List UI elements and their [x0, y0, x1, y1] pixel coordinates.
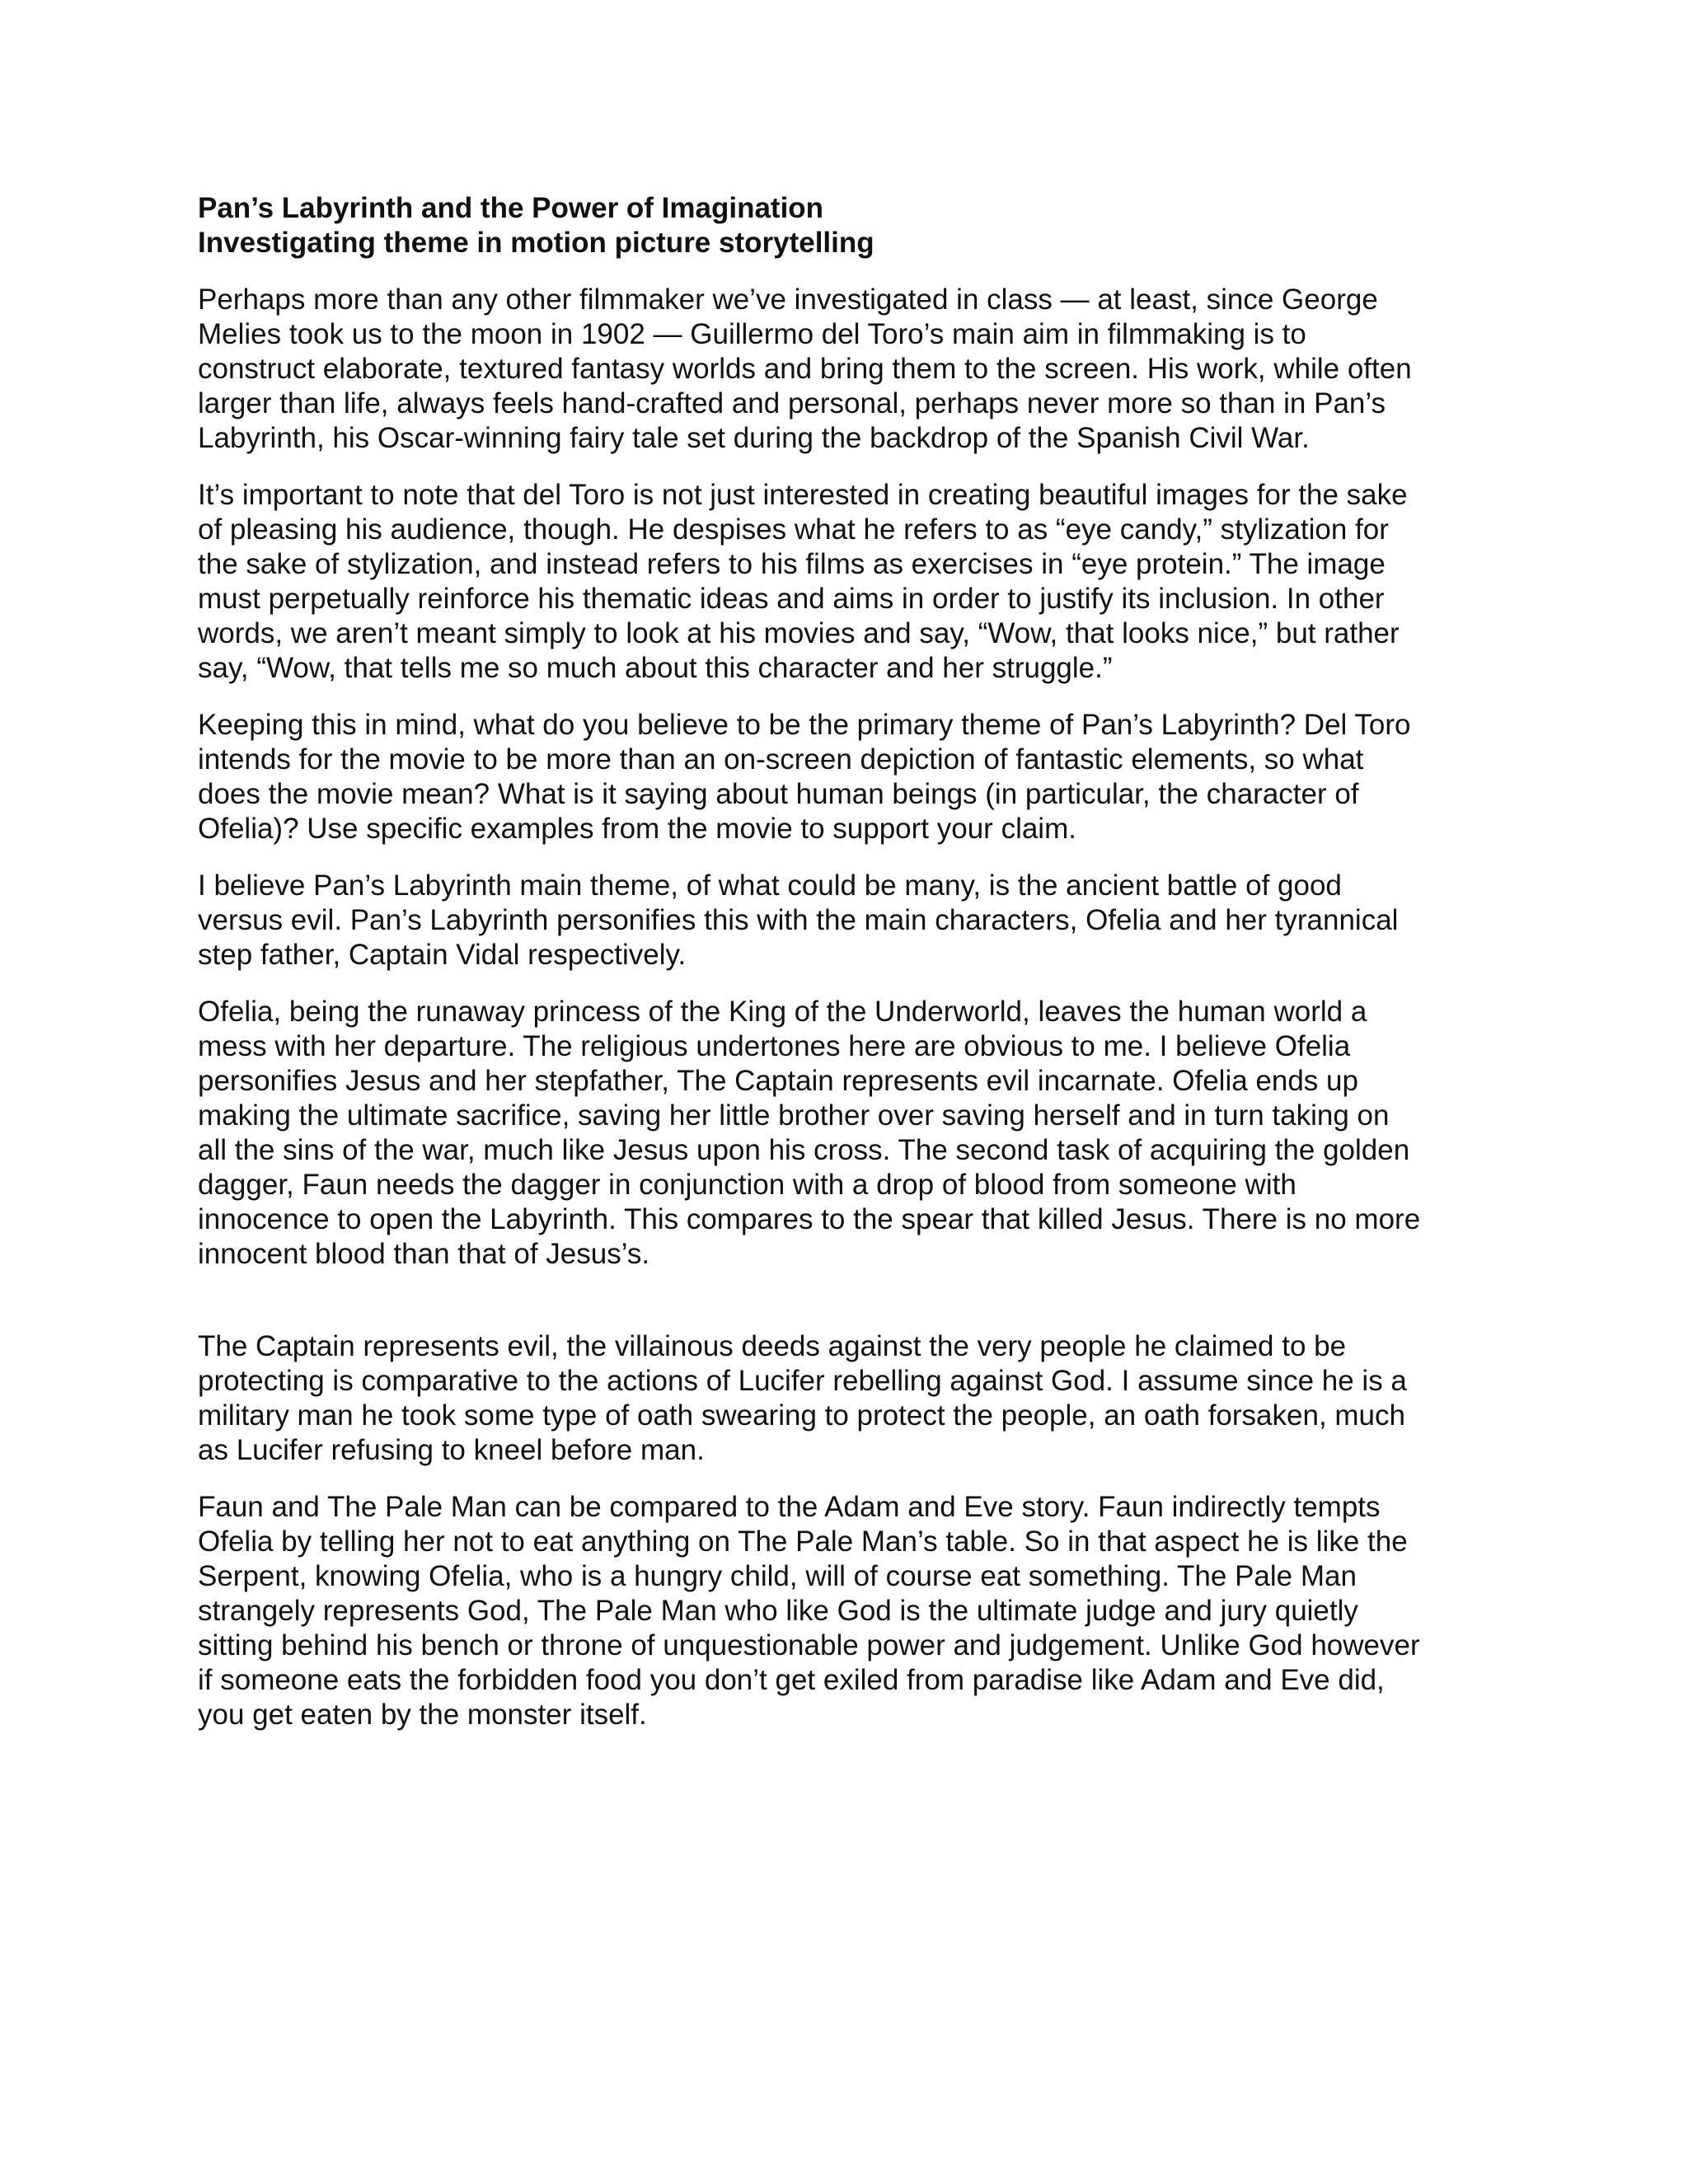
paragraph-line: military man he took some type of oath swearing to protect the people, an oath forsaken, much	[198, 1399, 1405, 1432]
paragraph-line: protecting is comparative to the actions of Lucifer rebelling against God. I assume since he is a	[198, 1365, 1407, 1397]
document-body	[198, 191, 1484, 1755]
paragraph-line: Serpent, knowing Ofelia, who is a hungry child, will of course eat something. The Pale Man	[198, 1560, 1357, 1592]
paragraph-3	[198, 708, 1484, 846]
paragraph-line: Ofelia, being the runaway princess of the King of the Underworld, leaves the human world a	[198, 996, 1367, 1028]
paragraph-line: intends for the movie to be more than an on-screen depiction of fantastic elements, so what	[198, 743, 1364, 776]
paragraph-4	[198, 869, 1484, 972]
paragraph-5	[198, 995, 1484, 1272]
paragraph-line: The Captain represents evil, the villainous deeds against the very people he claimed to be	[198, 1330, 1347, 1362]
paragraph-line: mess with her departure. The religious undertones here are obvious to me. I believe Ofelia	[198, 1030, 1351, 1062]
paragraph-line: must perpetually reinforce his thematic ideas and aims in order to justify its inclusion. In other	[198, 583, 1385, 615]
paragraph-line: if someone eats the forbidden food you don’t get exiled from paradise like Adam and Eve did,	[198, 1664, 1385, 1696]
paragraph-line: as Lucifer refusing to kneel before man.	[198, 1434, 705, 1466]
paragraph-2	[198, 478, 1484, 686]
paragraph-line: I believe Pan’s Labyrinth main theme, of what could be many, is the ancient battle of good	[198, 869, 1342, 902]
paragraph-6	[198, 1329, 1484, 1468]
paragraph-line: Keeping this in mind, what do you believe to be the primary theme of Pan’s Labyrinth? Del Toro	[198, 709, 1411, 741]
paragraph-line: step father, Captain Vidal respectively.	[198, 939, 687, 971]
paragraph-line: does the movie mean? What is it saying about human beings (in particular, the character of	[198, 778, 1359, 810]
paragraph-line: you get eaten by the monster itself.	[198, 1699, 647, 1731]
paragraph-line: of pleasing his audience, though. He despises what he refers to as “eye candy,” stylization for	[198, 513, 1389, 546]
paragraph-line: personifies Jesus and her stepfather, The Captain represents evil incarnate. Ofelia ends up	[198, 1065, 1358, 1097]
paragraph-line: Labyrinth, his Oscar-winning fairy tale set during the backdrop of the Spanish Civil War.	[198, 422, 1310, 454]
paragraph-line: strangely represents God, The Pale Man who like God is the ultimate judge and jury quietly	[198, 1595, 1358, 1627]
paragraph-line: Melies took us to the moon in 1902 — Guillermo del Toro’s main aim in filmmaking is to	[198, 318, 1306, 350]
paragraph-line: It’s important to note that del Toro is not just interested in creating beautiful images for the sake	[198, 479, 1408, 511]
paragraph-7	[198, 1490, 1484, 1732]
paragraph-line: versus evil. Pan’s Labyrinth personifies this with the main characters, Ofelia and her tyrannical	[198, 904, 1399, 936]
paragraph-line: Perhaps more than any other filmmaker we’ve investigated in class — at least, since George	[198, 284, 1378, 316]
paragraph-1	[198, 283, 1484, 456]
paragraph-line: construct elaborate, textured fantasy worlds and bring them to the screen. His work, while often	[198, 353, 1412, 385]
paragraph-line: larger than life, always feels hand-crafted and personal, perhaps never more so than in Pan’s	[198, 387, 1386, 419]
paragraph-line: innocent blood than that of Jesus’s.	[198, 1238, 650, 1270]
paragraph-line: sitting behind his bench or throne of unquestionable power and judgement. Unlike God however	[198, 1629, 1420, 1661]
paragraph-line: all the sins of the war, much like Jesus upon his cross. The second task of acquiring the golden	[198, 1134, 1410, 1166]
paragraph-line: making the ultimate sacrifice, saving her little brother over saving herself and in turn taking on	[198, 1099, 1390, 1132]
paragraph-line: say, “Wow, that tells me so much about this character and her struggle.”	[198, 652, 1113, 684]
paragraph-line: innocence to open the Labyrinth. This compares to the spear that killed Jesus. There is no more	[198, 1203, 1421, 1235]
paragraph-line: the sake of stylization, and instead refers to his films as exercises in “eye protein.” The image	[198, 548, 1386, 580]
paragraph-line: Ofelia)? Use specific examples from the movie to support your claim.	[198, 813, 1076, 845]
paragraph-line: Ofelia by telling her not to eat anything on The Pale Man’s table. So in that aspect he is like the	[198, 1526, 1408, 1558]
paragraph-line: Faun and The Pale Man can be compared to the Adam and Eve story. Faun indirectly tempts	[198, 1491, 1381, 1523]
paragraph-line: words, we aren’t meant simply to look at his movies and say, “Wow, that looks nice,” but rather	[198, 617, 1400, 649]
paragraph-line: dagger, Faun needs the dagger in conjunction with a drop of blood from someone with	[198, 1169, 1296, 1201]
document-title: Pan’s Labyrinth and the Power of Imagination	[198, 192, 824, 224]
document-subtitle: Investigating theme in motion picture storytelling	[198, 227, 874, 259]
